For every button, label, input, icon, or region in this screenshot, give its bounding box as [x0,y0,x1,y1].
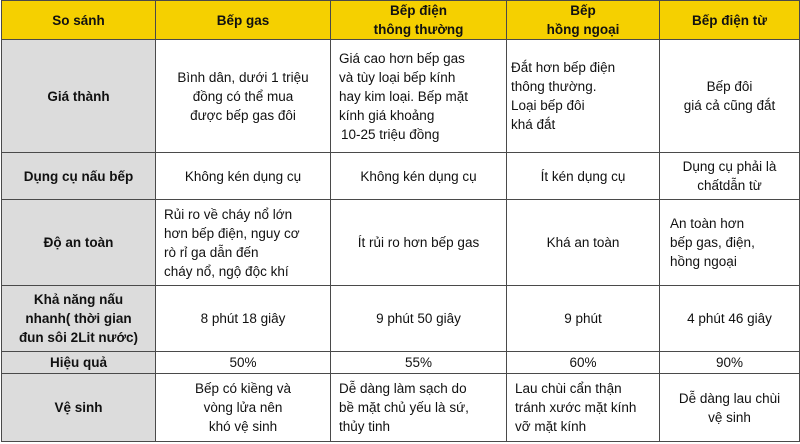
header-criteria: So sánh [2,1,156,40]
row-cookware [2,153,800,200]
header-row [2,1,800,40]
cell-induction: Bếp đôi giá cả cũng đắt [660,40,800,153]
cell-infrared: Khá an toàn [507,200,660,286]
header-induction-stove: Bếp điện từ [660,1,800,40]
cell-electric: 9 phút 50 giây [331,286,507,352]
cell-electric: Ít rủi ro hơn bếp gas [331,200,507,286]
row-label: Hiệu quả [2,352,156,374]
cell-infrared: Đắt hơn bếp điện thông thường. Loại bếp đôi khá đắt [507,40,660,153]
cell-gas: 8 phút 18 giây [156,286,331,352]
header-gas-stove: Bếp gas [156,1,331,40]
comparison-table [1,0,800,442]
cell-gas: Bình dân, dưới 1 triệu đồng có thể mua được bếp gas đôi [156,40,331,153]
row-price [2,40,800,153]
row-hygiene [2,374,800,442]
row-safety [2,200,800,286]
cell-infrared: Lau chùi cẩn thận tránh xước mặt kính vỡ mặt kính [507,374,660,442]
cell-gas: 50% [156,352,331,374]
cell-gas: Không kén dụng cụ [156,153,331,200]
row-efficiency [2,352,800,374]
row-label: Dụng cụ nấu bếp [2,153,156,200]
row-label: Khả năng nấu nhanh( thời gian đun sôi 2Lit nước) [2,286,156,352]
cell-infrared: 60% [507,352,660,374]
header-infrared-stove: Bếp hồng ngoại [507,1,660,40]
cell-electric: Giá cao hơn bếp gas và tùy loại bếp kính hay kim loại. Bếp mặt kính giá khoảng 10-25 triệu đồng [331,40,507,153]
header-electric-stove: Bếp điện thông thường [331,1,507,40]
row-cooking-speed [2,286,800,352]
cell-induction: An toàn hơn bếp gas, điện, hồng ngoại [660,200,800,286]
row-label: Độ an toàn [2,200,156,286]
cell-electric: 55% [331,352,507,374]
cell-infrared: 9 phút [507,286,660,352]
cell-induction: 90% [660,352,800,374]
cell-electric: Không kén dụng cụ [331,153,507,200]
cell-induction: 4 phút 46 giây [660,286,800,352]
cell-electric: Dễ dàng làm sạch do bề mặt chủ yếu là sứ, thủy tinh [331,374,507,442]
cell-gas: Rủi ro về cháy nổ lớn hơn bếp điện, nguy cơ rò rỉ ga dẫn đến cháy nổ, ngộ độc khí [156,200,331,286]
cell-induction: Dễ dàng lau chùi vệ sinh [660,374,800,442]
row-label: Giá thành [2,40,156,153]
cell-gas: Bếp có kiềng và vòng lửa nên khó vệ sinh [156,374,331,442]
row-label: Vệ sinh [2,374,156,442]
cell-induction: Dụng cụ phải là chấtdẫn từ [660,153,800,200]
cell-infrared: Ít kén dụng cụ [507,153,660,200]
